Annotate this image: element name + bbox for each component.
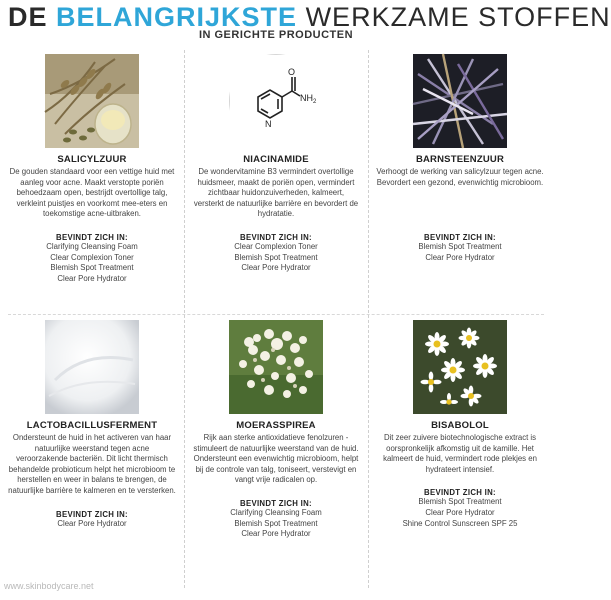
molecule-amine-label: NH [300,93,313,103]
product-item: Blemish Spot Treatment [234,518,318,528]
ingredient-card-bisabolol [368,320,552,529]
found-in-label: BEVINDT ZICH IN: [240,498,312,508]
ingredient-name: BISABOLOL [431,420,489,431]
svg-text:O: O [288,67,296,77]
molecule-amine-subscript: 2 [313,99,317,105]
ingredient-name: SALICYLZUUR [57,154,127,165]
found-in-label: BEVINDT ZICH IN: [424,488,496,498]
ingredient-description: Rijk aan sterke antioxidatieve fenolzuren - stimuleert de natuurlijke weerstand van de huid. Ondersteunt een evenwichtig microbioom, helpt bij de controle van talg, toniseert, verstevigt en vangt vrije radicalen op. [193,433,359,485]
row-divider [8,314,544,315]
ingredient-name: MOERASSPIREA [236,420,316,431]
found-in-label: BEVINDT ZICH IN: [424,233,496,243]
ingredient-description: De wondervitamine B3 vermindert overtollige huidsmeer, maakt de poriën open, vermindert zichtbaar huidonzuiverheden, kalmeert, versterkt de natuurlijke barrière en bevordert de hydratatie. [193,167,359,219]
found-in-label: BEVINDT ZICH IN: [56,509,128,519]
ingredient-description: Verhoogt de werking van salicylzuur tegen acne. Bevordert een gezond, evenwichtig microbioom. [376,167,544,187]
product-item: Clear Pore Hydrator [57,518,127,528]
ingredient-description: Dit zeer zuivere biotechnologische extract is oorspronkelijk afkomstig uit de kamille. Het kalmeert de huid, vermindert rode plekjes en hydrateert intensief. [383,433,537,474]
product-item: Clear Pore Hydrator [425,507,495,517]
product-item: Clear Pore Hydrator [241,263,311,273]
title-part-werkzame-stoffen: WERKZAME STOFFEN [305,2,611,32]
product-item: Shine Control Sunscreen SPF 25 [402,518,518,528]
product-item: Clear Complexion Toner [50,252,134,262]
found-in-label: BEVINDT ZICH IN: [56,232,128,242]
ingredient-card-barnsteenzuur [368,54,552,263]
ingredient-description: Ondersteunt de huid in het activeren van haar natuurlijke weerstand tegen acne veroorzakende bacteriën. Dit licht thermisch behandelde probioticum helpt het microbioom te herstellen en weer in balans te brengen, de natuurlijke barrière te kalmeren en te versterken. [8,433,176,495]
product-item: Blemish Spot Treatment [50,263,134,273]
title-part-belangrijkste: BELANGRIJKSTE [56,2,298,32]
product-item: Clarifying Cleansing Foam [46,241,138,251]
niacinamide-structure [229,54,323,148]
product-item: Clear Pore Hydrator [241,529,311,539]
found-in-label: BEVINDT ZICH IN: [240,232,312,242]
product-item: Blemish Spot Treatment [418,497,502,507]
header [0,0,611,44]
ingredient-name: BARNSTEENZUUR [415,154,505,165]
product-item: Clarifying Cleansing Foam [230,507,322,517]
product-item: Clear Pore Hydrator [57,273,127,283]
meadowsweet-photo [229,320,323,414]
ingredient-name: NIACINAMIDE [243,154,309,165]
product-item: Clear Complexion Toner [234,241,318,251]
chamomile-photo [413,320,507,414]
title-part-de: DE [8,2,48,32]
ingredient-description: De gouden standaard voor een vettige huid met aanleg voor acne. Maakt verstopte poriën behoedzaam open, bestrijdt overtollige talg, verkleint puistjes en voorkomt mee-eters en toekomstige acne-uitbraken. [9,167,175,219]
cream-photo [45,320,139,414]
ingredient-card-moerasspirea [184,320,368,540]
crystal-photo [413,54,507,148]
ingredient-card-salicylzuur [0,54,184,284]
product-item: Blemish Spot Treatment [234,252,318,262]
ingredient-card-lactobacillusferment [0,320,184,529]
ingredient-card-niacinamide [184,54,368,274]
grain-and-oil-photo [45,54,139,148]
svg-text:N: N [265,119,272,129]
ingredient-name: LACTOBACILLUSFERMENT [26,420,158,431]
product-item: Blemish Spot Treatment [418,242,502,252]
product-item: Clear Pore Hydrator [425,252,495,262]
page-subtitle: IN GERICHTE PRODUCTEN [198,29,354,41]
watermark: www.skinbodycare.net [4,581,94,591]
